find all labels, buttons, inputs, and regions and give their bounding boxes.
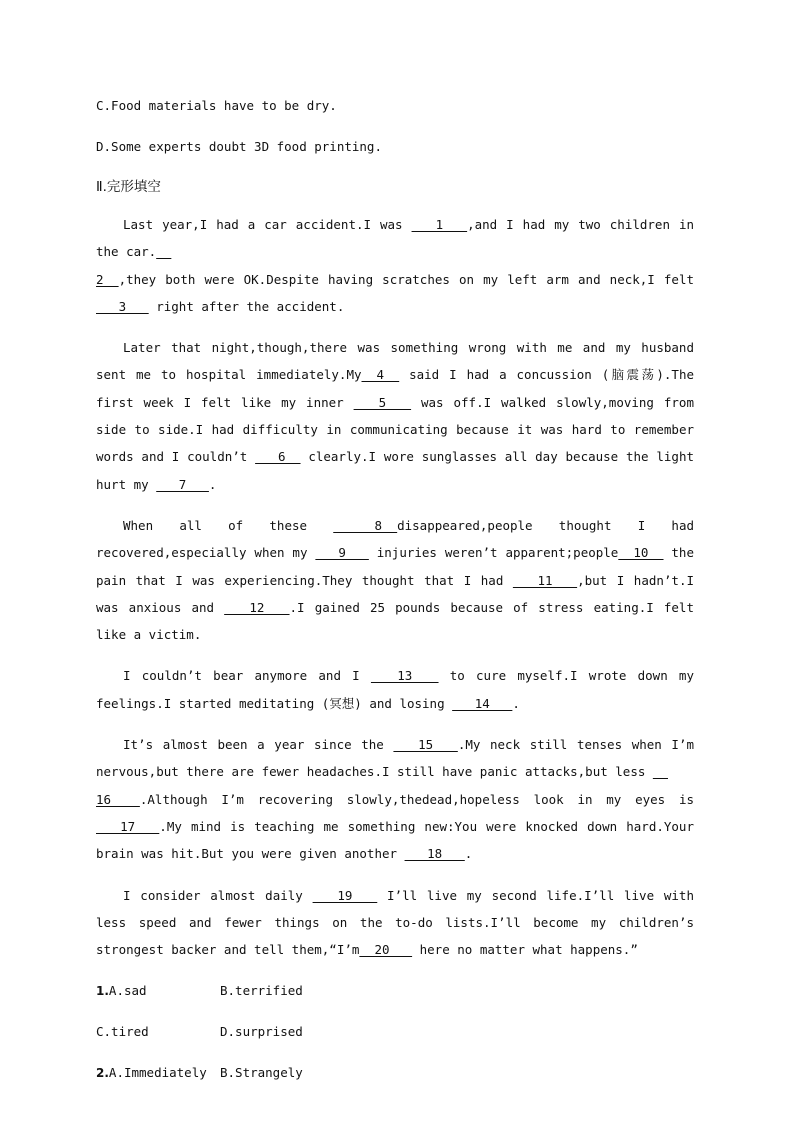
passage-paragraph-2: Later that night,though,there was something wrong with me and my husband sent me to hospital immediately.My__4__ said I had a concussion (脑震荡).The first week I felt like my inner __5__ was off.I walked slowly,moving from side to side.I had difficulty in communicating because it was hard to remember words and I couldn’t __6__ clearly.I wore sunglasses all day because the light hurt my __7__ . [96,340,694,492]
passage-paragraph-4: I couldn’t bear anymore and I __13__ to cure myself.I wrote down my feelings.I started meditating (冥想) and losing __14__ . [96,668,694,711]
blank-17: __17__ [96,818,160,834]
blank-14: __14__ [452,695,513,711]
blank-15: __15__ [393,737,458,753]
blank-12: __12__ [224,599,290,615]
question-1-row-2 [96,1018,696,1045]
blank-1: __1__ [411,217,468,232]
blank-10: __10__ [618,545,664,561]
section-title: Ⅱ.完形填空 [96,179,161,195]
blank-6: __6__ [255,449,301,465]
question-number: 1. [96,984,109,999]
blank-13: __13__ [370,668,439,684]
blank-3: __3__ [96,298,149,314]
blank-7: __7__ [156,476,209,492]
blank-11: __11__ [512,572,578,588]
choice-a: A.sad [108,983,147,999]
blank-8: __8__ [333,517,398,533]
option-c: C.Food materials have to be dry. [96,98,337,113]
choice-c: C.tired [96,1024,149,1040]
blank-19: __19__ [312,887,378,903]
choice-d: D.surprised [220,1024,303,1040]
passage-paragraph-6: I consider almost daily __19__ I’ll live my second life.I’ll live with less speed and fewer things on the to-do lists.I’ll become my children’s strongest backer and tell them,“I’m__20__ here no matter what happens.” [96,887,694,958]
blank-2: __ 2__ [96,244,172,287]
blank-4: __4__ [361,367,400,383]
choice-b: B.Strangely [220,1065,303,1081]
passage-paragraph-5: It’s almost been a year since the __15__ .My neck still tenses when I’m nervous,but there are fewer headaches.I still have panic attacks,but less __ 16__ .Although I’m recovering slowly,thedead,hopeless look in my eyes is __17__ .My mind is teaching me something new:You were knocked down hard.Your brain was hit.But you were given another __18__ . [96,737,694,862]
question-2-row-1 [96,1059,696,1086]
passage-paragraph-1: Last year,I had a car accident.I was __1__ ,and I had my two children in the car.__ 2__,they both were OK.Despite having scratches on my left arm and neck,I felt __3__ right after the accident. [96,217,694,314]
document-page [96,92,696,1086]
blank-18: __18__ [404,846,465,862]
question-1-row-1 [96,977,696,1004]
passage-paragraph-3: When all of these __8__disappeared,people thought I had recovered,especially when my __9__ injuries weren’t apparent;people__10__ the pain that I was experiencing.They thought that I had __11__ ,but I hadn’t.I was anxious and __12__ .I gained 25 pounds because of stress eating.I felt like a victim. [96,517,695,643]
choice-a: A.Immediately [108,1065,207,1081]
blank-5: __5__ [353,394,412,410]
option-d: D.Some experts doubt 3D food printing. [96,139,382,154]
choice-b: B.terrified [220,983,303,999]
blank-20: __20__ [359,942,413,958]
blank-16: __ 16__ [96,764,668,807]
question-number: 2. [96,1066,109,1081]
blank-9: __9__ [315,545,369,561]
